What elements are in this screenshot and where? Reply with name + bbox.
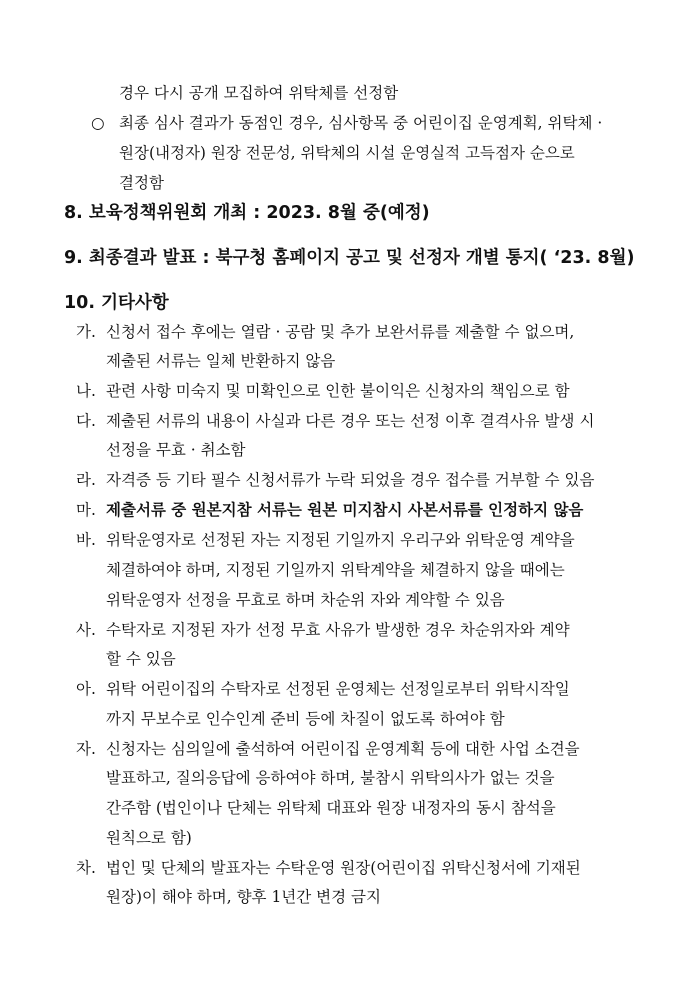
item-ja-line-4: 원칙으로 함) <box>106 829 192 847</box>
item-a-marker: 아. <box>76 680 96 698</box>
item-ba-line-3: 위탁운영자 선정을 무효로 하며 차순위 자와 계약할 수 있음 <box>106 591 505 609</box>
item-a-line-2: 까지 무보수로 인수인계 준비 등에 차질이 없도록 하여야 함 <box>106 710 505 728</box>
item-ga-line-2: 제출된 서류는 일체 반환하지 않음 <box>106 352 336 370</box>
section-8-heading: 8. 보육정책위원회 개최 : 2023. 8월 중(예정) <box>64 203 430 223</box>
item-ba-marker: 바. <box>76 531 96 549</box>
item-sa-marker: 사. <box>76 621 96 639</box>
item-ga-marker: 가. <box>76 323 96 341</box>
item-a-line-1: 위탁 어린이집의 수탁자로 선정된 운영체는 선정일로부터 위탁시작일 <box>106 680 570 698</box>
item-ma-marker: 마. <box>76 501 96 519</box>
item-na-marker: 나. <box>76 382 96 400</box>
item-sa-line-2: 할 수 있음 <box>106 650 176 668</box>
section-10-heading: 10. 기타사항 <box>64 293 169 313</box>
item-da-line-1: 제출된 서류의 내용이 사실과 다른 경우 또는 선정 이후 결격사유 발생 시 <box>106 412 595 430</box>
item-ja-marker: 자. <box>76 740 96 758</box>
item-ga-line-1: 신청서 접수 후에는 열람 · 공람 및 추가 보완서류를 제출할 수 없으며, <box>106 323 575 341</box>
item-ja-line-3: 간주함 (법인이나 단체는 위탁체 대표와 원장 내정자의 동시 참석을 <box>106 799 556 817</box>
item-da-line-2: 선정을 무효 · 취소함 <box>106 441 246 459</box>
intro-line-2: 최종 심사 결과가 동점인 경우, 심사항목 중 어린이집 운영계획, 위탁체 · <box>119 114 603 132</box>
intro-line-1: 경우 다시 공개 모집하여 위탁체를 선정함 <box>119 84 399 102</box>
bullet-circle-icon: ○ <box>91 114 105 132</box>
item-cha-line-2: 원장)이 해야 하며, 향후 1년간 변경 금지 <box>106 888 381 906</box>
item-ja-line-1: 신청자는 심의일에 출석하여 어린이집 운영계획 등에 대한 사업 소견을 <box>106 740 580 758</box>
intro-line-3: 원장(내정자) 원장 전문성, 위탁체의 시설 운영실적 고득점자 순으로 <box>119 144 575 162</box>
item-cha-line-1: 법인 및 단체의 발표자는 수탁운영 원장(어린이집 위탁신청서에 기재된 <box>106 859 581 877</box>
item-ba-line-2: 체결하여야 하며, 지정된 기일까지 위탁계약을 체결하지 않을 때에는 <box>106 561 565 579</box>
item-sa-line-1: 수탁자로 지정된 자가 선정 무효 사유가 발생한 경우 차순위자와 계약 <box>106 621 570 639</box>
item-da-marker: 다. <box>76 412 96 430</box>
item-ja-line-2: 발표하고, 질의응답에 응하여야 하며, 불참시 위탁의사가 없는 것을 <box>106 769 555 787</box>
item-ra-line-1: 자격증 등 기타 필수 신청서류가 누락 되었을 경우 접수를 거부할 수 있음 <box>106 471 595 489</box>
item-ma-line-1: 제출서류 중 원본지참 서류는 원본 미지참시 사본서류를 인정하지 않음 <box>106 500 584 519</box>
intro-line-4: 결정함 <box>119 174 164 192</box>
item-na-line-1: 관련 사항 미숙지 및 미확인으로 인한 불이익은 신청자의 책임으로 함 <box>106 382 570 400</box>
item-cha-marker: 차. <box>76 859 96 877</box>
section-9-heading: 9. 최종결과 발표 : 북구청 홈페이지 공고 및 선정자 개별 통지( ‘23. 8월) <box>64 248 635 268</box>
item-ra-marker: 라. <box>76 471 96 489</box>
item-ba-line-1: 위탁운영자로 선정된 자는 지정된 기일까지 우리구와 위탁운영 계약을 <box>106 531 575 549</box>
